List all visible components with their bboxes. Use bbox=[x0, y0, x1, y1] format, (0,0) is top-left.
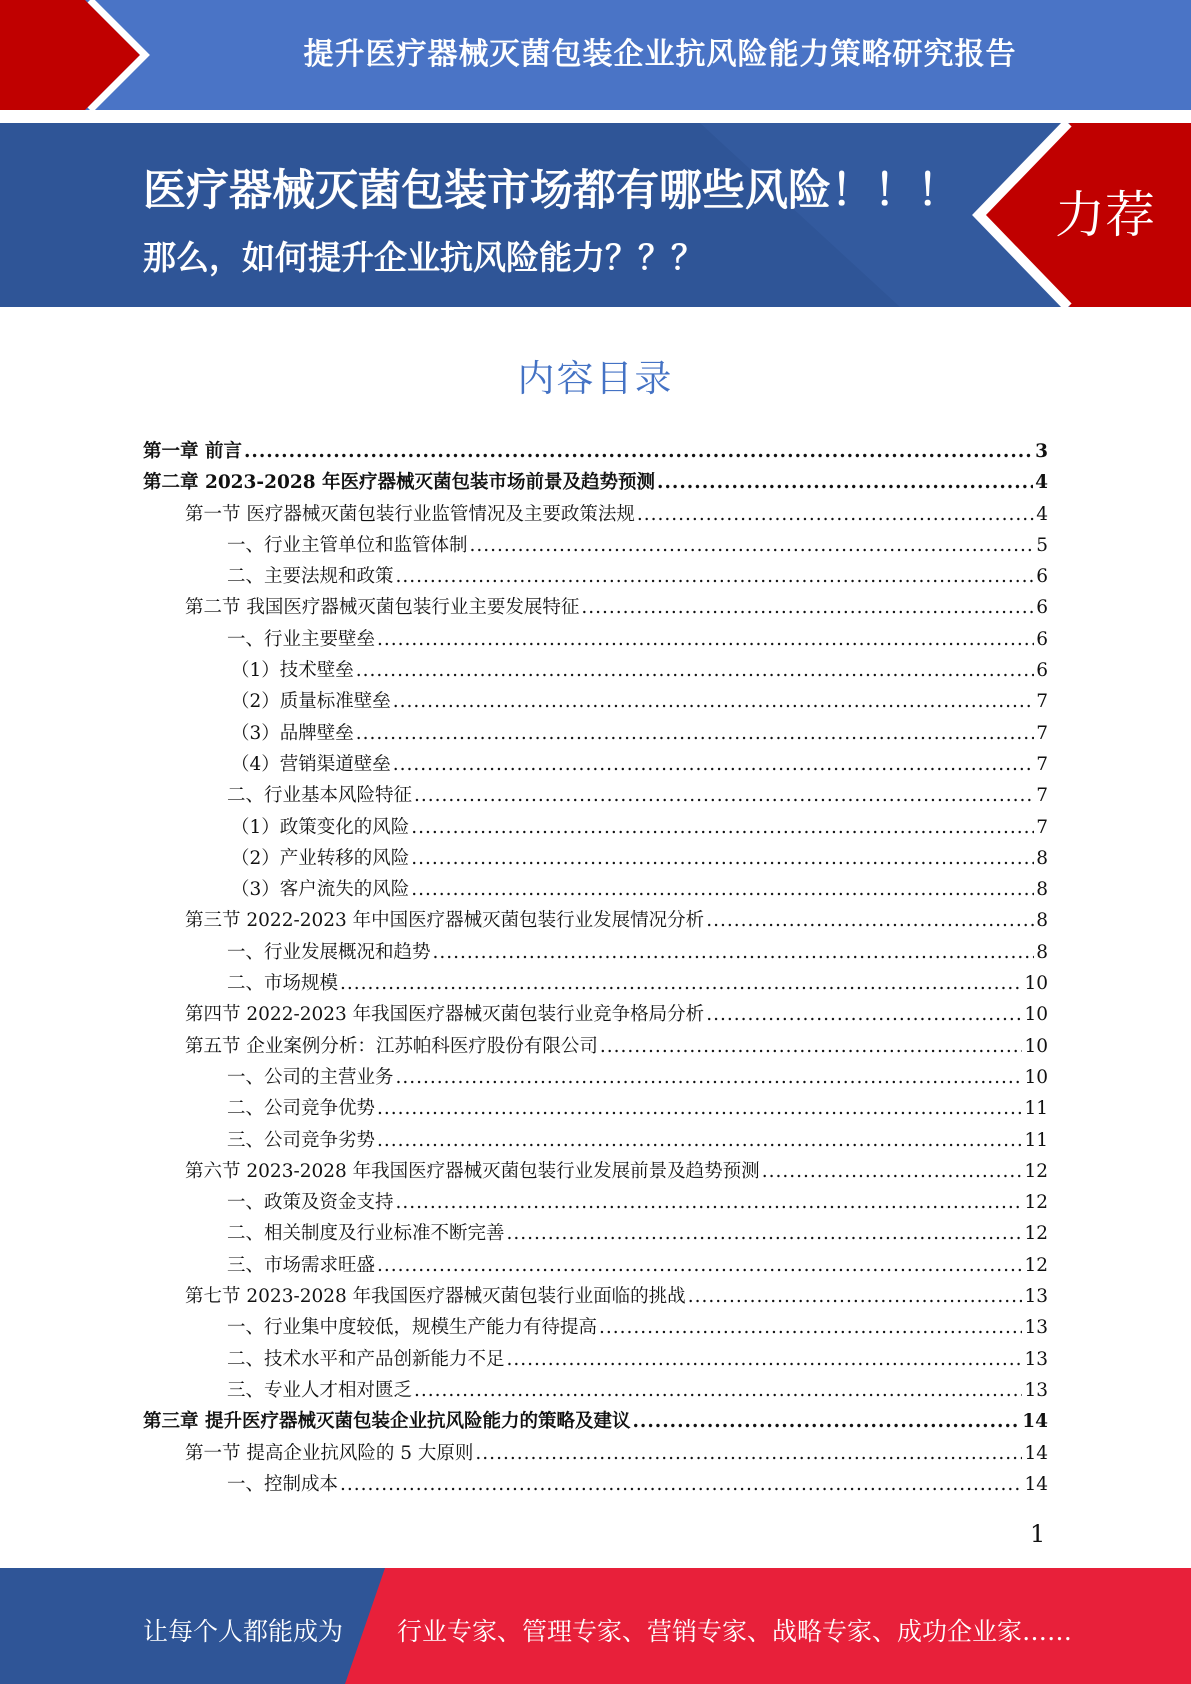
toc-entry[interactable] bbox=[143, 467, 1048, 498]
toc-entry-title: 一、行业集中度较低，规模生产能力有待提高 bbox=[227, 1317, 598, 1339]
toc-entry[interactable] bbox=[143, 905, 1048, 936]
toc-entry-title: 第六节 2023-2028 年我国医疗器械灭菌包装行业发展前景及趋势预测 bbox=[185, 1160, 760, 1182]
toc-entry-page: 10 bbox=[1024, 1066, 1048, 1088]
banner-headline: 医疗器械灭菌包装市场都有哪些风险！！！ bbox=[143, 166, 960, 216]
table-of-contents bbox=[143, 436, 1048, 1500]
toc-dot-leader bbox=[433, 937, 1035, 968]
toc-entry-page: 13 bbox=[1024, 1348, 1048, 1370]
toc-entry-title: 二、公司竞争优势 bbox=[227, 1098, 376, 1120]
toc-entry-page: 8 bbox=[1036, 941, 1048, 963]
toc-entry-title: 一、控制成本 bbox=[227, 1473, 339, 1495]
toc-entry[interactable] bbox=[143, 812, 1048, 843]
toc-entry[interactable] bbox=[143, 1125, 1048, 1156]
toc-entry[interactable] bbox=[143, 874, 1048, 905]
toc-dot-leader bbox=[600, 1031, 1023, 1062]
toc-entry-page: 13 bbox=[1024, 1286, 1048, 1308]
toc-entry-page: 6 bbox=[1036, 566, 1048, 588]
toc-entry-title: 二、行业基本风险特征 bbox=[227, 785, 413, 807]
footer-slogan-left: 让每个人都能成为 bbox=[143, 1617, 344, 1646]
toc-entry[interactable] bbox=[143, 780, 1048, 811]
toc-entry-page: 5 bbox=[1036, 534, 1048, 556]
toc-dot-leader bbox=[507, 1344, 1023, 1375]
toc-entry-title: （1）技术壁垒 bbox=[231, 660, 354, 682]
toc-entry[interactable] bbox=[143, 718, 1048, 749]
toc-entry[interactable] bbox=[143, 843, 1048, 874]
toc-dot-leader bbox=[599, 1312, 1022, 1343]
toc-entry-page: 13 bbox=[1024, 1317, 1048, 1339]
banner-subheadline: 那么，如何提升企业抗风险能力？？？ bbox=[143, 238, 704, 277]
toc-entry-page: 4 bbox=[1036, 503, 1048, 525]
toc-title: 内容目录 bbox=[517, 357, 674, 400]
toc-entry-title: 第七节 2023-2028 年我国医疗器械灭菌包装行业面临的挑战 bbox=[185, 1286, 686, 1308]
toc-entry[interactable] bbox=[143, 561, 1048, 592]
toc-dot-leader bbox=[356, 655, 1034, 686]
toc-dot-leader bbox=[244, 436, 1033, 467]
toc-dot-leader bbox=[340, 968, 1022, 999]
toc-entry[interactable] bbox=[143, 999, 1048, 1030]
toc-dot-leader bbox=[356, 718, 1034, 749]
toc-entry[interactable] bbox=[143, 1469, 1048, 1500]
toc-entry-page: 7 bbox=[1036, 785, 1048, 807]
toc-entry[interactable] bbox=[143, 1438, 1048, 1469]
toc-entry-title: 第一章 前言 bbox=[143, 441, 242, 462]
toc-entry-title: 三、专业人才相对匮乏 bbox=[227, 1379, 413, 1401]
toc-entry-title: （3）品牌壁垒 bbox=[231, 722, 354, 744]
red-chevron-icon bbox=[0, 0, 160, 110]
toc-dot-leader bbox=[411, 812, 1034, 843]
toc-entry-title: 一、行业主要壁垒 bbox=[227, 628, 376, 650]
toc-entry-page: 12 bbox=[1024, 1192, 1048, 1214]
toc-entry-title: 三、市场需求旺盛 bbox=[227, 1254, 376, 1276]
toc-entry-page: 6 bbox=[1036, 628, 1048, 650]
recommend-badge: 力荐 bbox=[1055, 186, 1155, 244]
toc-dot-leader bbox=[762, 1156, 1023, 1187]
toc-entry-page: 4 bbox=[1035, 472, 1048, 494]
toc-dot-leader bbox=[706, 999, 1022, 1030]
toc-entry-title: （2）质量标准壁垒 bbox=[231, 691, 391, 713]
toc-entry[interactable] bbox=[143, 1156, 1048, 1187]
toc-entry-page: 6 bbox=[1036, 660, 1048, 682]
toc-entry[interactable] bbox=[143, 436, 1048, 467]
toc-entry[interactable] bbox=[143, 968, 1048, 999]
toc-entry-title: 第一节 提高企业抗风险的 5 大原则 bbox=[185, 1442, 474, 1464]
toc-dot-leader bbox=[632, 1406, 1020, 1437]
toc-entry[interactable] bbox=[143, 499, 1048, 530]
toc-entry-title: （2）产业转移的风险 bbox=[231, 847, 410, 869]
toc-entry[interactable] bbox=[143, 937, 1048, 968]
toc-entry-page: 12 bbox=[1024, 1254, 1048, 1276]
toc-entry-page: 10 bbox=[1024, 1035, 1048, 1057]
toc-dot-leader bbox=[340, 1469, 1022, 1500]
toc-entry-title: 第二章 2023-2028 年医疗器械灭菌包装市场前景及趋势预测 bbox=[143, 472, 656, 494]
toc-entry-title: 二、主要法规和政策 bbox=[227, 566, 394, 588]
toc-entry[interactable] bbox=[143, 686, 1048, 717]
toc-entry[interactable] bbox=[143, 1281, 1048, 1312]
toc-dot-leader bbox=[657, 467, 1033, 498]
toc-entry-page: 14 bbox=[1024, 1473, 1048, 1495]
toc-entry[interactable] bbox=[143, 1093, 1048, 1124]
toc-entry-title: 第三章 提升医疗器械灭菌包装企业抗风险能力的策略及建议 bbox=[143, 1411, 631, 1433]
toc-entry-title: 第一节 医疗器械灭菌包装行业监管情况及主要政策法规 bbox=[185, 503, 635, 525]
toc-entry-page: 7 bbox=[1036, 816, 1048, 838]
toc-entry-title: 二、市场规模 bbox=[227, 973, 339, 995]
toc-entry[interactable] bbox=[143, 1218, 1048, 1249]
toc-dot-leader bbox=[581, 592, 1034, 623]
toc-entry-page: 7 bbox=[1036, 691, 1048, 713]
toc-dot-leader bbox=[396, 1187, 1023, 1218]
toc-entry-page: 13 bbox=[1024, 1379, 1048, 1401]
toc-entry-page: 10 bbox=[1024, 1004, 1048, 1026]
toc-dot-leader bbox=[475, 1438, 1022, 1469]
toc-entry[interactable] bbox=[143, 1062, 1048, 1093]
toc-entry-title: 一、行业主管单位和监管体制 bbox=[227, 534, 468, 556]
report-header bbox=[0, 0, 1191, 110]
toc-entry-page: 7 bbox=[1036, 722, 1048, 744]
toc-entry-title: 二、技术水平和产品创新能力不足 bbox=[227, 1348, 505, 1370]
toc-dot-leader bbox=[414, 780, 1034, 811]
toc-entry-title: 第三节 2022-2023 年中国医疗器械灭菌包装行业发展情况分析 bbox=[185, 910, 705, 932]
toc-entry-page: 14 bbox=[1024, 1442, 1048, 1464]
toc-dot-leader bbox=[411, 843, 1034, 874]
toc-entry-title: 一、政策及资金支持 bbox=[227, 1192, 394, 1214]
toc-entry-title: 二、相关制度及行业标准不断完善 bbox=[227, 1223, 505, 1245]
page-number: 1 bbox=[1030, 1520, 1046, 1548]
toc-entry-title: 一、行业发展概况和趋势 bbox=[227, 941, 431, 963]
toc-entry-title: 第二节 我国医疗器械灭菌包装行业主要发展特征 bbox=[185, 597, 580, 619]
toc-entry-page: 8 bbox=[1036, 879, 1048, 901]
toc-dot-leader bbox=[396, 1062, 1023, 1093]
toc-dot-leader bbox=[377, 1125, 1022, 1156]
toc-dot-leader bbox=[414, 1375, 1022, 1406]
toc-entry-title: （1）政策变化的风险 bbox=[231, 816, 410, 838]
toc-dot-leader bbox=[396, 561, 1035, 592]
toc-entry-page: 10 bbox=[1024, 973, 1048, 995]
toc-entry[interactable] bbox=[143, 1312, 1048, 1343]
toc-entry-page: 8 bbox=[1036, 910, 1048, 932]
toc-entry-page: 12 bbox=[1024, 1223, 1048, 1245]
toc-dot-leader bbox=[377, 1250, 1022, 1281]
toc-entry[interactable] bbox=[143, 1375, 1048, 1406]
report-title: 提升医疗器械灭菌包装企业抗风险能力策略研究报告 bbox=[303, 37, 1017, 72]
toc-dot-leader bbox=[377, 624, 1034, 655]
toc-entry-title: （3）客户流失的风险 bbox=[231, 879, 410, 901]
toc-dot-leader bbox=[507, 1218, 1023, 1249]
toc-entry[interactable] bbox=[143, 1406, 1048, 1437]
toc-entry[interactable] bbox=[143, 1187, 1048, 1218]
toc-entry[interactable] bbox=[143, 749, 1048, 780]
toc-entry-title: 第四节 2022-2023 年我国医疗器械灭菌包装行业竞争格局分析 bbox=[185, 1004, 705, 1026]
toc-entry-page: 6 bbox=[1036, 597, 1048, 619]
toc-entry-title: （4）营销渠道壁垒 bbox=[231, 753, 391, 775]
toc-entry[interactable] bbox=[143, 655, 1048, 686]
toc-dot-leader bbox=[706, 905, 1034, 936]
toc-entry-page: 3 bbox=[1035, 441, 1048, 462]
toc-entry-page: 7 bbox=[1036, 753, 1048, 775]
toc-entry-title: 一、公司的主营业务 bbox=[227, 1066, 394, 1088]
toc-entry[interactable] bbox=[143, 1250, 1048, 1281]
toc-entry[interactable] bbox=[143, 1031, 1048, 1062]
toc-entry-page: 14 bbox=[1022, 1411, 1048, 1433]
toc-entry[interactable] bbox=[143, 624, 1048, 655]
toc-entry[interactable] bbox=[143, 592, 1048, 623]
toc-entry[interactable] bbox=[143, 530, 1048, 561]
toc-entry-page: 12 bbox=[1024, 1160, 1048, 1182]
toc-entry-title: 第五节 企业案例分析：江苏帕科医疗股份有限公司 bbox=[185, 1035, 598, 1057]
toc-entry-title: 三、公司竞争劣势 bbox=[227, 1129, 376, 1151]
toc-dot-leader bbox=[637, 499, 1034, 530]
toc-dot-leader bbox=[411, 874, 1034, 905]
toc-dot-leader bbox=[393, 749, 1034, 780]
toc-entry-page: 11 bbox=[1024, 1098, 1048, 1120]
toc-dot-leader bbox=[377, 1093, 1022, 1124]
toc-dot-leader bbox=[688, 1281, 1023, 1312]
toc-dot-leader bbox=[470, 530, 1035, 561]
toc-dot-leader bbox=[393, 686, 1034, 717]
toc-entry-page: 11 bbox=[1024, 1129, 1048, 1151]
toc-entry-page: 8 bbox=[1036, 847, 1048, 869]
footer-slogan-right: 行业专家、管理专家、营销专家、战略专家、成功企业家…… bbox=[397, 1617, 1073, 1646]
toc-entry[interactable] bbox=[143, 1344, 1048, 1375]
